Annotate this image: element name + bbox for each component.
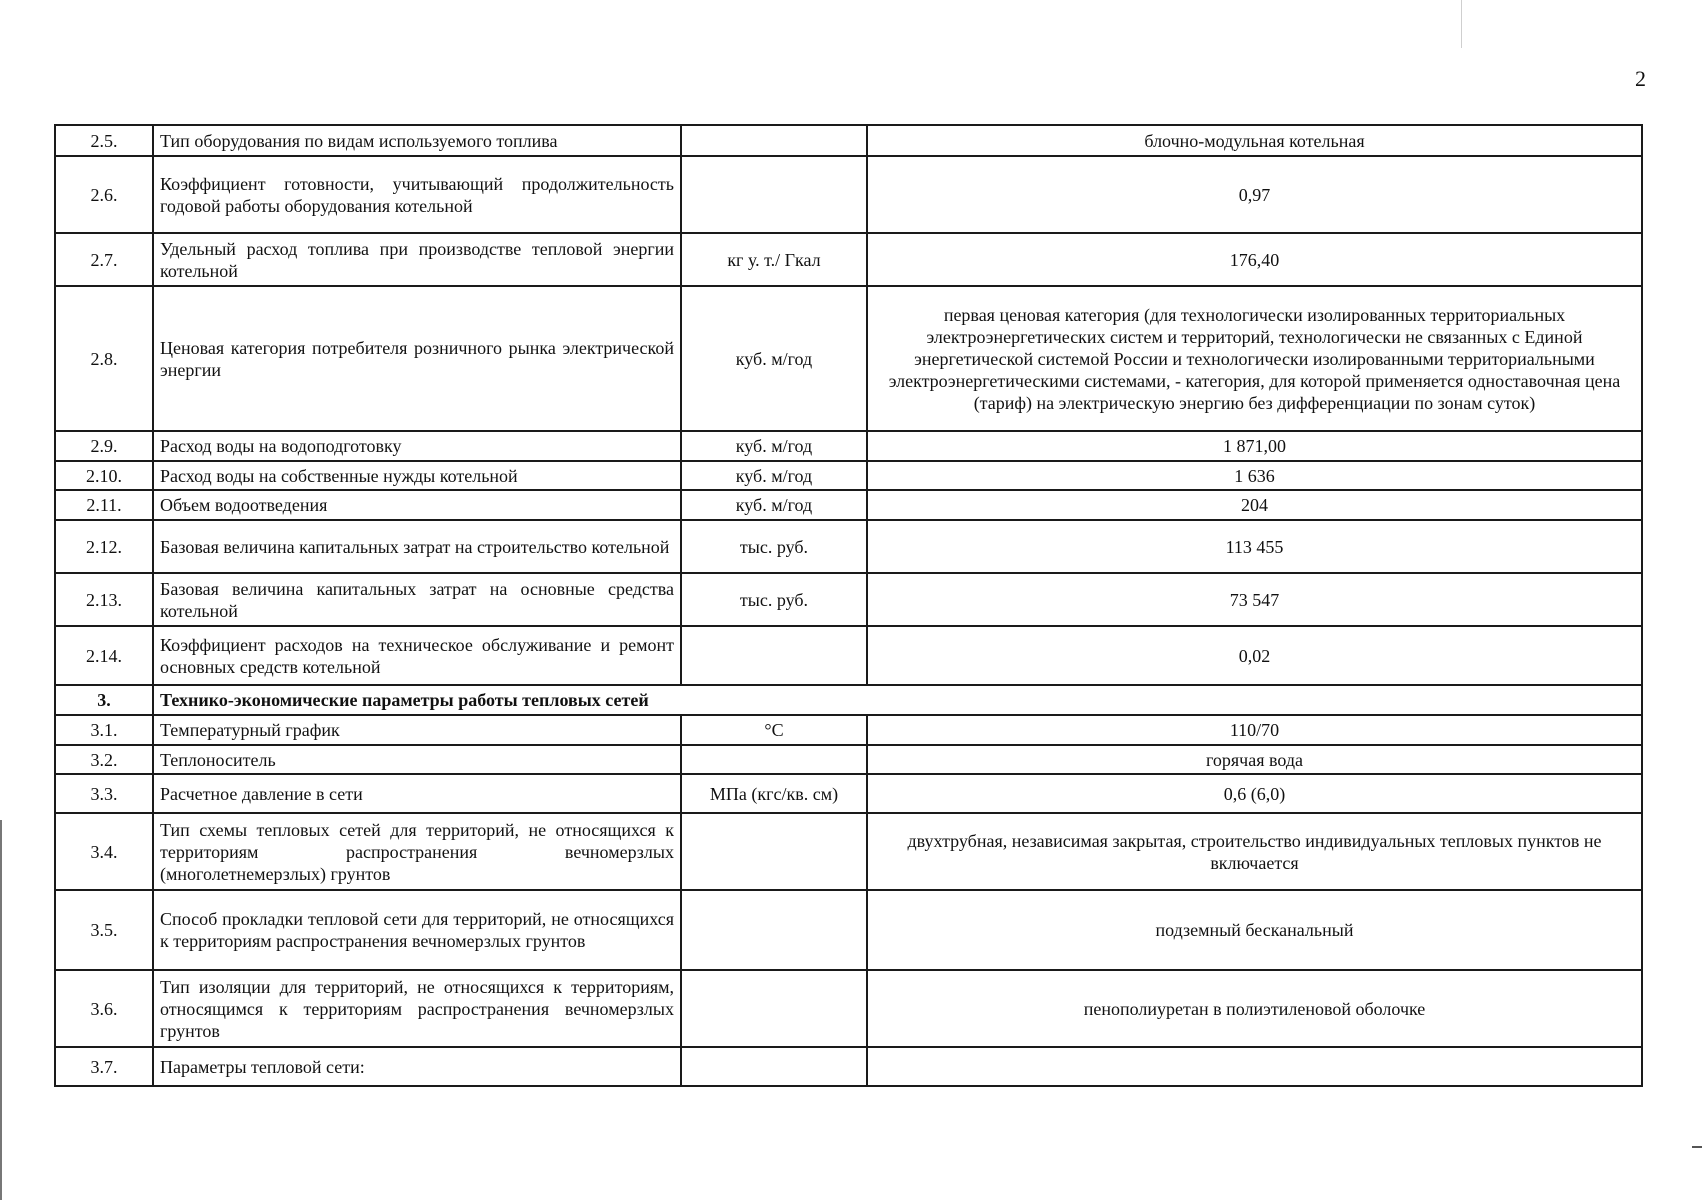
row-number: 2.6. [55,156,153,233]
table-row [55,774,1642,813]
parameter-name: Параметры тепловой сети: [153,1047,681,1086]
table-row [55,745,1642,774]
scan-edge-mark [1692,1146,1702,1148]
table-row [55,490,1642,520]
row-number: 2.7. [55,233,153,286]
table-row [55,520,1642,573]
table-row [55,431,1642,461]
row-number: 3.6. [55,970,153,1047]
value-cell: 176,40 [867,233,1642,286]
unit-cell: кг у. т./ Гкал [681,233,867,286]
row-number: 2.8. [55,286,153,431]
table-row [55,890,1642,970]
unit-cell [681,890,867,970]
row-number: 3.7. [55,1047,153,1086]
unit-cell: тыс. руб. [681,520,867,573]
section-number: 3. [55,685,153,715]
value-cell [867,1047,1642,1086]
row-number: 2.13. [55,573,153,626]
row-number: 2.14. [55,626,153,685]
value-cell: 0,02 [867,626,1642,685]
unit-cell: куб. м/год [681,461,867,490]
value-cell: пенополиуретан в полиэтиленовой оболочке [867,970,1642,1047]
value-cell: 0,6 (6,0) [867,774,1642,813]
parameter-name: Коэффициент готовности, учитывающий продолжительность годовой работы оборудования котельной [153,156,681,233]
row-number: 3.4. [55,813,153,890]
row-number: 2.5. [55,125,153,156]
table-row [55,156,1642,233]
parameter-name: Расход воды на собственные нужды котельной [153,461,681,490]
table-row [55,461,1642,490]
row-number: 3.1. [55,715,153,745]
scan-edge-mark [1461,0,1462,48]
value-cell: горячая вода [867,745,1642,774]
parameter-name: Тип схемы тепловых сетей для территорий, не относящихся к территориям распространения вечномерзлых (многолетнемерзлых) грунтов [153,813,681,890]
parameter-name: Удельный расход топлива при производстве тепловой энергии котельной [153,233,681,286]
unit-cell: МПа (кгс/кв. см) [681,774,867,813]
unit-cell: °С [681,715,867,745]
value-cell: двухтрубная, независимая закрытая, строительство индивидуальных тепловых пунктов не включается [867,813,1642,890]
unit-cell [681,125,867,156]
table-row [55,813,1642,890]
row-number: 2.12. [55,520,153,573]
section-row [55,685,1642,715]
table-row [55,125,1642,156]
table-row [55,1047,1642,1086]
parameter-name: Расчетное давление в сети [153,774,681,813]
value-cell: 1 871,00 [867,431,1642,461]
unit-cell: куб. м/год [681,490,867,520]
unit-cell: куб. м/год [681,286,867,431]
value-cell: 0,97 [867,156,1642,233]
parameter-name: Базовая величина капитальных затрат на основные средства котельной [153,573,681,626]
value-cell: 110/70 [867,715,1642,745]
page-number: 2 [1635,66,1646,91]
unit-cell: куб. м/год [681,431,867,461]
section-title: Технико-экономические параметры работы тепловых сетей [153,685,1642,715]
unit-cell [681,1047,867,1086]
table-row [55,970,1642,1047]
parameter-name: Расход воды на водоподготовку [153,431,681,461]
parameters-table [54,124,1643,1087]
row-number: 2.9. [55,431,153,461]
value-cell: блочно-модульная котельная [867,125,1642,156]
value-cell: 204 [867,490,1642,520]
unit-cell [681,813,867,890]
row-number: 3.2. [55,745,153,774]
unit-cell: тыс. руб. [681,573,867,626]
value-cell: подземный бесканальный [867,890,1642,970]
table-row [55,626,1642,685]
value-cell: 113 455 [867,520,1642,573]
value-cell: 73 547 [867,573,1642,626]
unit-cell [681,626,867,685]
value-cell: 1 636 [867,461,1642,490]
table-row [55,233,1642,286]
table-row [55,715,1642,745]
table-row [55,573,1642,626]
table-row [55,286,1642,431]
row-number: 3.3. [55,774,153,813]
parameter-name: Теплоноситель [153,745,681,774]
parameter-name: Способ прокладки тепловой сети для территорий, не относящихся к территориям распространения вечномерзлых грунтов [153,890,681,970]
parameter-name: Тип изоляции для территорий, не относящихся к территориям, относящимся к территориям распространения вечномерзлых грунтов [153,970,681,1047]
unit-cell [681,745,867,774]
unit-cell [681,970,867,1047]
parameter-name: Температурный график [153,715,681,745]
row-number: 2.11. [55,490,153,520]
scan-edge-mark [0,820,2,1200]
parameter-name: Базовая величина капитальных затрат на строительство котельной [153,520,681,573]
parameter-name: Коэффициент расходов на техническое обслуживание и ремонт основных средств котельной [153,626,681,685]
row-number: 2.10. [55,461,153,490]
value-cell: первая ценовая категория (для технологически изолированных территориальных электроэнергетических систем и территорий, технологически не связанных с Единой энергетической системой России и технологически изолированными территориальными электроэнергетическими системами, - категория, для которой применяется одноставочная цена (тариф) на электрическую энергию без дифференциации по зонам суток) [867,286,1642,431]
parameter-name: Объем водоотведения [153,490,681,520]
parameter-name: Тип оборудования по видам используемого топлива [153,125,681,156]
row-number: 3.5. [55,890,153,970]
unit-cell [681,156,867,233]
parameter-name: Ценовая категория потребителя розничного рынка электрической энергии [153,286,681,431]
